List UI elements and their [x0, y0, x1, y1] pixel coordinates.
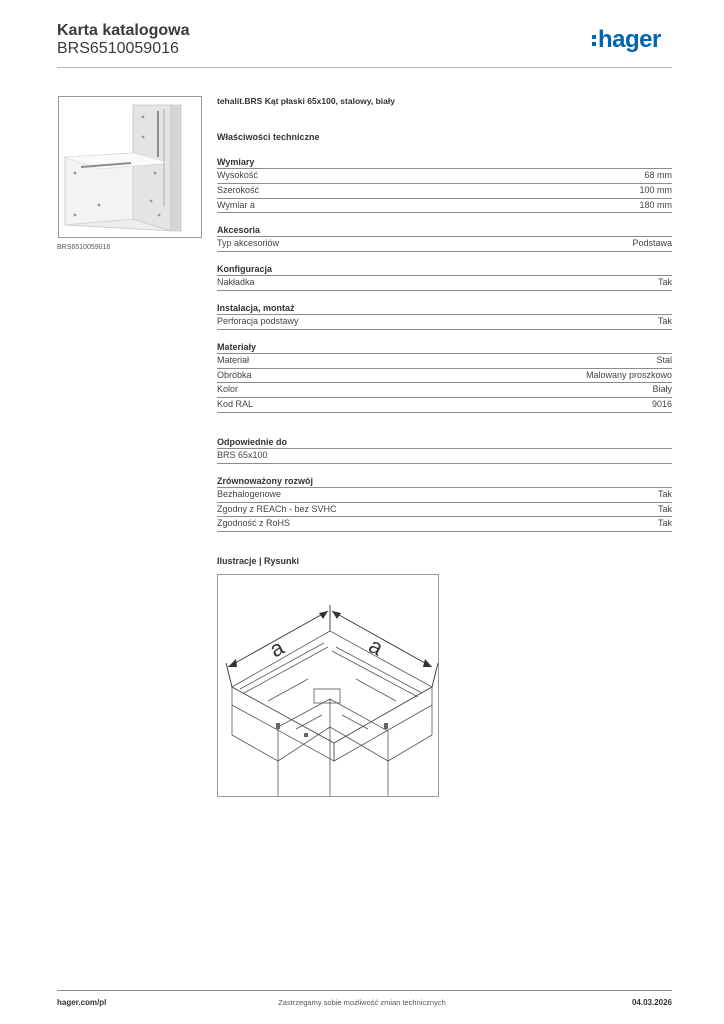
section-instalacja	[217, 302, 672, 330]
row-value: 9016	[651, 399, 672, 410]
logo-colon-icon	[592, 35, 596, 46]
row-label: Szerokość	[217, 184, 260, 195]
table-row	[217, 383, 672, 398]
row-label: Perforacja podstawy	[217, 315, 299, 326]
footer-divider	[57, 990, 672, 991]
section-akcesoria	[217, 224, 672, 252]
row-value: 100 mm	[639, 184, 672, 195]
section-title: Odpowiednie do	[217, 436, 672, 449]
row-value: Biały	[652, 384, 672, 395]
row-label: Typ akcesoriów	[217, 238, 280, 249]
page-title: Karta katalogowa	[57, 22, 190, 39]
product-name: tehalit.BRS Kąt płaski 65x100, stalowy, biały	[217, 96, 395, 106]
table-row	[217, 237, 672, 252]
section-title: Zrównoważony rozwój	[217, 475, 672, 488]
technical-properties-title: Właściwości techniczne	[217, 132, 320, 142]
table-row	[217, 398, 672, 413]
hager-logo[interactable]	[592, 26, 661, 54]
table-row	[217, 169, 672, 184]
row-value: Stal	[656, 354, 672, 365]
section-konfiguracja	[217, 263, 672, 291]
row-label: BRS 65x100	[217, 449, 268, 460]
row-label: Zgodny z REACh - bez SVHC	[217, 503, 337, 514]
footer-website-link[interactable]: hager.com/pl	[57, 998, 107, 1007]
dimension-label-left: a	[265, 634, 288, 663]
dimension-label-right: a	[364, 632, 388, 661]
section-title: Wymiary	[217, 156, 672, 169]
section-title: Instalacja, montaż	[217, 302, 672, 315]
row-value: Tak	[657, 315, 672, 326]
row-value: Podstawa	[632, 238, 672, 249]
table-row	[217, 354, 672, 369]
table-row	[217, 517, 672, 532]
footer-date: 04.03.2026	[631, 998, 672, 1007]
table-row	[217, 369, 672, 384]
section-materialy	[217, 341, 672, 413]
logo-text: hager	[598, 26, 661, 53]
product-code: BRS6510059016	[57, 40, 179, 57]
table-row	[217, 488, 672, 503]
section-title: Materiały	[217, 341, 672, 354]
row-label: Bezhalogenowe	[217, 488, 282, 499]
section-title: Konfiguracja	[217, 263, 672, 276]
row-label: Kod RAL	[217, 399, 254, 410]
row-label: Obróbka	[217, 369, 252, 380]
table-row	[217, 315, 672, 330]
technical-data	[217, 96, 672, 568]
row-label: Kolor	[217, 384, 239, 395]
photo-caption: BRS6510059016	[57, 244, 111, 251]
header-divider	[57, 67, 672, 68]
row-label: Wymiar a	[217, 199, 255, 210]
row-label: Materiał	[217, 354, 250, 365]
technical-drawing	[217, 574, 439, 797]
row-value: 180 mm	[639, 199, 672, 210]
table-row	[217, 199, 672, 214]
illustrations-title: Ilustracje | Rysunki	[217, 556, 300, 567]
row-value: Tak	[657, 277, 672, 288]
table-row	[217, 276, 672, 291]
table-row	[217, 449, 672, 464]
row-value: 68 mm	[644, 170, 672, 180]
corner-piece-photo	[59, 97, 201, 237]
product-photo	[58, 96, 202, 238]
row-label: Nakładka	[217, 277, 255, 288]
section-zrownowazony	[217, 475, 672, 532]
section-wymiary	[217, 156, 672, 213]
row-label: Wysokość	[217, 170, 258, 180]
row-value: Tak	[657, 503, 672, 514]
section-title: Akcesoria	[217, 224, 672, 237]
corner-drawing-svg	[218, 575, 438, 796]
row-value: Malowany proszkowo	[585, 369, 672, 380]
table-row	[217, 503, 672, 518]
table-row	[217, 184, 672, 199]
footer-notice: Zastrzegamy sobie możliwość zmian technicznych	[278, 998, 446, 1007]
row-value: Tak	[657, 518, 672, 529]
row-label: Zgodność z RoHS	[217, 518, 291, 529]
row-value: Tak	[657, 488, 672, 499]
section-odpowiednie	[217, 436, 672, 464]
